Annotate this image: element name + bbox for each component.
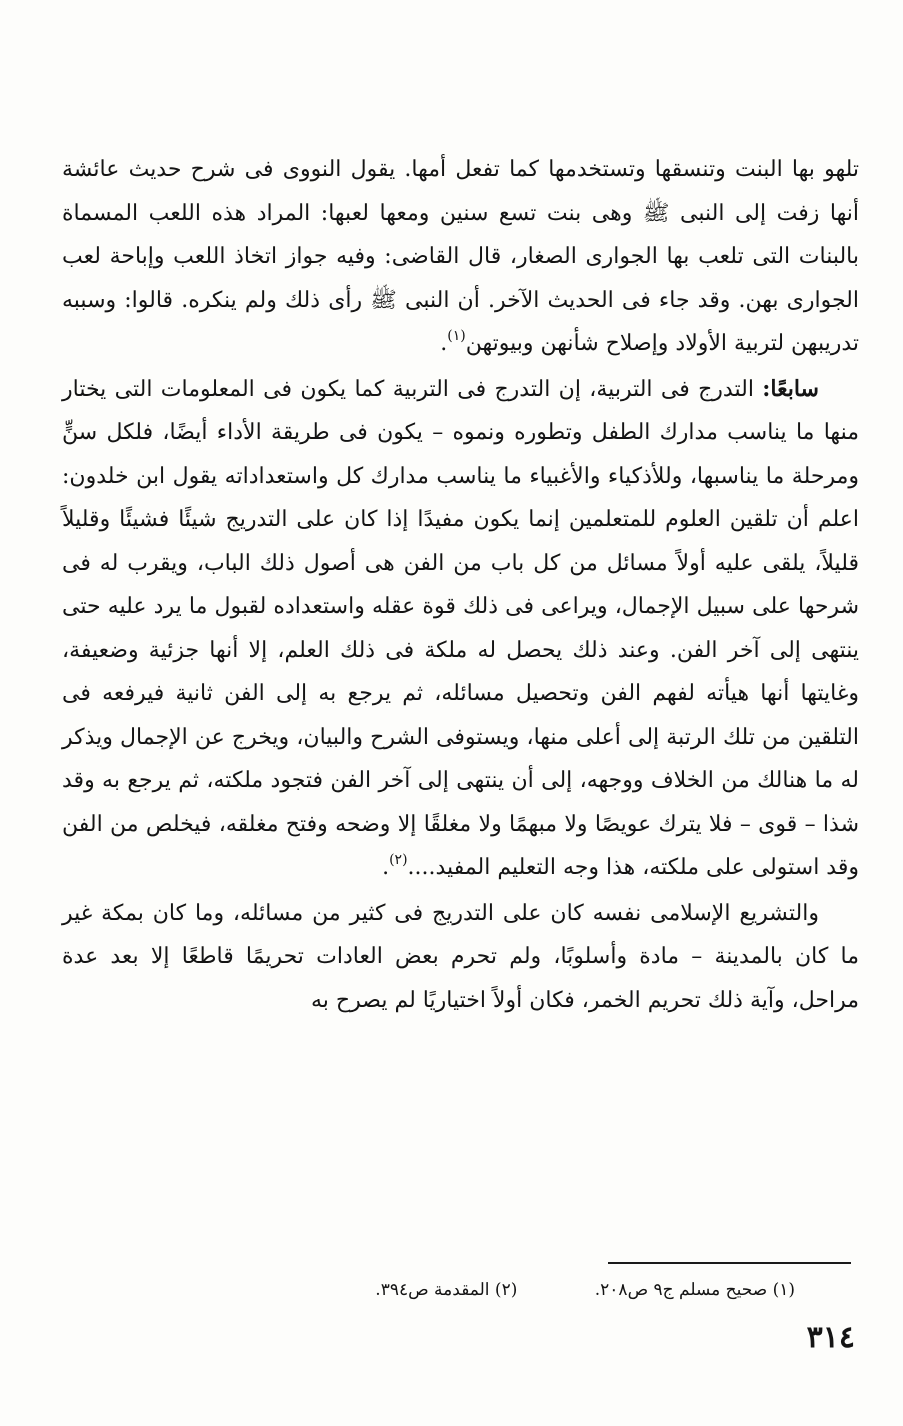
paragraph-1	[62, 148, 859, 366]
footnote-2: (٢) المقدمة ص٣٩٤.	[375, 1280, 518, 1300]
paragraph-1-end: .	[440, 331, 448, 356]
footnote-1: (١) صحيح مسلم ج٩ ص٢٠٨.	[594, 1280, 795, 1300]
paragraph-1-text: تلهو بها البنت وتنسقها وتستخدمها كما تفعل أمها. يقول النووى فى شرح حديث عائشة أنها زفت إلى النبى ﷺ وهى بنت تسع سنين ومعها لعبها: المراد هذه اللعب المسماة بالبنات التى تلعب بها الجوارى الصغار، قال القاضى: وفيه جواز اتخاذ اللعب وإباحة لعب الجوارى بهن. وقد جاء فى الحديث الآخر. أن النبى ﷺ رأى ذلك ولم ينكره. قالوا: وسببه تدريبهن لتربية الأولاد وإصلاح شأنهن وبيوتهن	[62, 157, 859, 356]
footnote-ref-2: (٢)	[389, 852, 408, 868]
paragraph-2-text: التدرج فى التربية، إن التدرج فى التربية كما يكون فى المعلومات التى يختار منها ما يناسب مدارك الطفل وتطوره ونموه – يكون فى طريقة الأداء أيضًا، فلكل سنٍّ ومرحلة ما يناسبها، وللأذكياء والأغبياء ما يناسب مدارك كل واستعداداته يقول ابن خلدون: اعلم أن تلقين العلوم للمتعلمين إنما يكون مفيدًا إذا كان على التدريج شيئًا فشيئًا وقليلاً قليلاً، يلقى عليه أولاً مسائل من كل باب من الفن هى أصول ذلك الباب، ويقرب له فى شرحها على سبيل الإجمال، ويراعى فى ذلك قوة عقله واستعداده لقبول ما يرد عليه حتى ينتهى إلى آخر الفن. وعند ذلك يحصل له ملكة فى ذلك العلم، إلا أنها جزئية وضعيفة، وغايتها أنها هيأته لفهم الفن وتحصيل مسائله، ثم يرجع به إلى الفن ثانية فيرفعه فى التلقين من تلك الرتبة إلى أعلى منها، ويستوفى الشرح والبيان، ويخرج عن الإجمال ويذكر له ما هنالك من الخلاف ووجهه، إلى أن ينتهى إلى آخر الفن فتجود ملكته، ثم يرجع به وقد شذا – قوى – فلا يترك عويصًا ولا مبهمًا ولا مغلقًا إلا وضحه وفتح مغلقه، فيخلص من الفن وقد استولى على ملكته، هذا وجه التعليم المفيد....	[62, 376, 860, 880]
section-lead-seventh: سابعًا:	[762, 375, 819, 402]
paragraph-2	[62, 368, 859, 890]
paragraph-3	[62, 892, 859, 1023]
page-number: ٣١٤	[806, 1320, 855, 1355]
body-text	[62, 148, 859, 1022]
paragraph-3-text: والتشريع الإسلامى نفسه كان على التدريج فى كثير من مسائله، وما كان بمكة غير ما كان بالمدينة – مادة وأسلوبًا، ولم تحرم بعض العادات تحريمًا قاطعًا إلا بعد عدة مراحل، وآية ذلك تحريم الخمر، فكان أولاً اختياريًا لم يصرح به	[62, 900, 859, 1013]
footnote-ref-1: (١)	[447, 328, 466, 344]
footnotes	[375, 1276, 795, 1304]
footnote-divider	[608, 1262, 851, 1264]
paragraph-2-end: .	[382, 855, 390, 880]
